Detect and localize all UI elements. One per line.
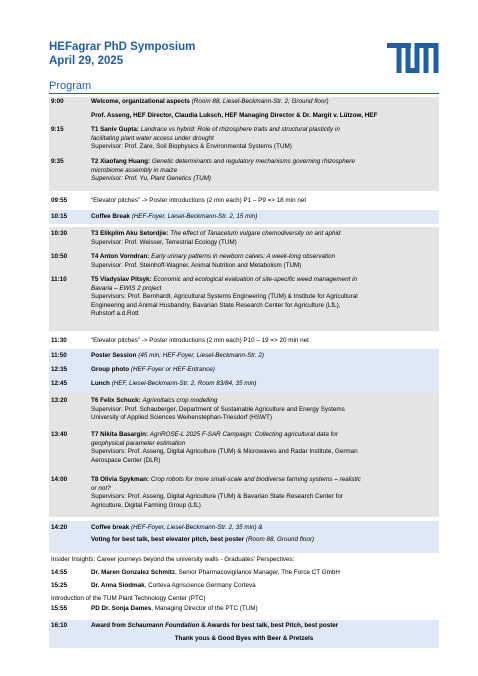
supervisor: Supervisor: Prof. Steinhoff-Wagner, Animal Nutrition and Metabolism (TUM) (91, 261, 302, 269)
supervisor: Supervisors: Prof. Asseng, Digital Agriculture (TUM) & Microwaves and Radar Institute, German (91, 448, 358, 456)
item-time: 14:20 (51, 524, 68, 531)
guest-role: , Managing Director of the PTC (TUM) (151, 605, 258, 612)
program-rule (49, 93, 439, 94)
speaker-name: T7 Nikita Basargin: (91, 431, 150, 438)
guest-name: Dr. Anna Siodmak (91, 582, 145, 589)
talk-topic: AgriROSE-L 2025 F-SAR Campaign: Collecting agricultural data for (149, 431, 338, 438)
talk-topic: Landrace vs hybrid: Role of rhizosphere traits and structural plasticity in (140, 126, 340, 133)
item-time: 9:15 (51, 126, 64, 133)
voting-text: Voting for best talk, best elevator pitch, best poster (91, 535, 245, 543)
item-text: Prof. Asseng, HEF Director, Claudia Luksch, HEF Managing Director & Dr. Margit v. Lützow, HEF (91, 112, 378, 119)
guest-role: , Senior Pharmacovigilance Manager, The Force CT GmbH (174, 569, 340, 576)
talk-topic-cont: facilitating plant water access under drought (91, 134, 214, 142)
item-time: 16:10 (51, 622, 68, 629)
program-heading: Program (49, 80, 92, 92)
item-title: Lunch (91, 380, 110, 387)
guest-name: Dr. Maren Gonzalez Schmitz (91, 569, 175, 576)
guest-role: , Corteva Agriscience Germany Corteva (144, 582, 256, 589)
talk-topic-cont: microbiome assembly in maize (91, 166, 178, 174)
item-title: Group photo (91, 366, 130, 373)
item-note: (Room 88, Liesel-Beckmann-Str. 2, Ground floor) (189, 98, 329, 105)
item-title: Coffee Break (91, 213, 130, 220)
speaker-name: T2 Xiaofang Huang: (91, 158, 152, 165)
section-text: Introduction of the TUM Plant Technology Center (PTC) (51, 595, 206, 602)
item-note: (HEF-Foyer, Liesel-Beckmann-Str. 2, 15 min) (129, 213, 258, 220)
closing-text: Thank yous & Good Byes with Beer & Pretzels (174, 635, 314, 642)
speaker-name: T3 Elikplim Aku Setordjie: (91, 230, 171, 237)
talk-topic: Agrivoltaics crop modelling (142, 397, 218, 404)
supervisor: Supervisors: Prof. Asseng, Digital Agriculture (TUM) & Bavarian State Research Center for (91, 493, 343, 501)
talk-topic: Crop robots for more small-scale and biodiverse farming systems – realistic (150, 476, 361, 483)
speaker-name: T5 Vladyslav Pitsyk: (91, 276, 154, 283)
item-title: Coffee break (91, 524, 130, 531)
item-title: Welcome, organizational aspects (91, 98, 190, 105)
supervisor: Supervisor: Prof. Zare, Soil Biophysics & Environmental Systems (TUM) (91, 143, 292, 151)
speaker-name: T1 Saniv Gupta: (91, 126, 141, 133)
item-time: 11:10 (51, 276, 67, 283)
item-time: 10:15 (51, 213, 68, 220)
item-note: (HEF-Foyer or HEF-Entrance) (129, 366, 215, 373)
item-time: 11:30 (51, 337, 67, 344)
talk-topic: Genetic determinants and regulatory mechanisms governing rhizosphere (151, 158, 355, 165)
supervisor-cont: University of Applied Sciences Weihenstephan-Triesdorf (HSWT) (91, 414, 272, 422)
item-time: 15:55 (51, 605, 68, 612)
talk-topic: Early urinary patterns in newborn calves: A week-long observation (151, 253, 336, 260)
talk-topic-cont: Bavaria – EWIS 2 project (91, 284, 162, 292)
speaker-name: T8 Olivia Spykman: (91, 476, 151, 483)
guest-name: PD Dr. Sonja Dames (91, 605, 152, 612)
item-time: 12:35 (51, 366, 68, 373)
symposium-title: HEFagrar PhD Symposium (49, 41, 196, 53)
supervisor-cont: Agriculture, Digital Farming Group (LfL) (91, 501, 201, 509)
item-time: 12:45 (51, 380, 68, 387)
item-time: 10:30 (51, 230, 68, 237)
item-time: 13:20 (51, 397, 68, 404)
item-time: 14:00 (51, 476, 68, 483)
item-text: “Elevator pitches” -> Poster introductions (2 min each) P10 – 19 => 20 min net (91, 337, 309, 344)
item-note: (HEF, Liesel-Beckmann-Str. 2, Room 83/84, 35 min) (109, 380, 257, 387)
symposium-date: April 29, 2025 (49, 55, 124, 67)
talk-topic: The effect of Tanacetum vulgare chemodiversity on ant aphid (170, 230, 341, 237)
award-sponsor: Schaumann Foundation (127, 622, 200, 629)
item-note: (45 min; HEF-Foyer, Liesel-Beckmann-Str. 2) (136, 352, 264, 359)
supervisor: Supervisors: Prof. Bernhardt, Agricultural Systems Engineering (TUM) & Institute for Agricultural (91, 293, 358, 301)
item-time: 09:55 (51, 197, 68, 204)
item-time: 15:25 (51, 582, 68, 589)
item-time: 14:55 (51, 569, 68, 576)
section-text: Insider Insights: Career journeys beyond the university walls - Graduates' Perspectives: (51, 556, 295, 563)
item-note: (HEF-Foyer, Liesel-Beckmann-Str. 2, 35 min) & (129, 524, 263, 531)
award-text: Award from (91, 622, 128, 629)
item-time: 11:50 (51, 352, 67, 359)
item-time: 10:50 (51, 253, 68, 260)
speaker-name: T6 Felix Schuck: (91, 397, 143, 404)
item-text: “Elevator pitches” -> Poster introductions (2 min each) P1 – P9 => 18 min net (91, 197, 307, 204)
supervisor-cont: Ruhstorf a.d.Rott (91, 310, 139, 318)
award-categories: & Awards for best talk, best Pitch, best poster (199, 622, 339, 629)
talk-topic-cont: geophysical parameter estimation (91, 439, 186, 447)
supervisor: Supervisor: Prof. Weisser, Terrestrial Ecology (TUM) (91, 238, 237, 246)
item-title: Poster Session (91, 352, 137, 359)
tum-logo-icon (387, 43, 439, 73)
supervisor-cont: Engineering and Animal Husbandry, Bavarian State Research Center for Agriculture (LfL), (91, 301, 341, 309)
supervisor-cont: Aerospace Center (DLR) (91, 456, 161, 464)
voting-note: (Room 88, Ground floor) (244, 535, 315, 543)
supervisor: Supervisor: Prof. Schauberger, Department of Sustainable Agriculture and Energy Systems (91, 405, 345, 413)
talk-topic: Economic and ecological evaluation of site-specific weed management in (153, 276, 358, 283)
item-time: 9:35 (51, 158, 64, 165)
supervisor: Supervisor: Prof. Yu, Plant Genetics (TUM) (91, 175, 212, 183)
item-time: 9:00 (51, 98, 64, 105)
talk-topic-cont: or not? (91, 484, 111, 492)
item-time: 13:40 (51, 431, 68, 438)
speaker-name: T4 Anton Vorndran: (91, 253, 152, 260)
